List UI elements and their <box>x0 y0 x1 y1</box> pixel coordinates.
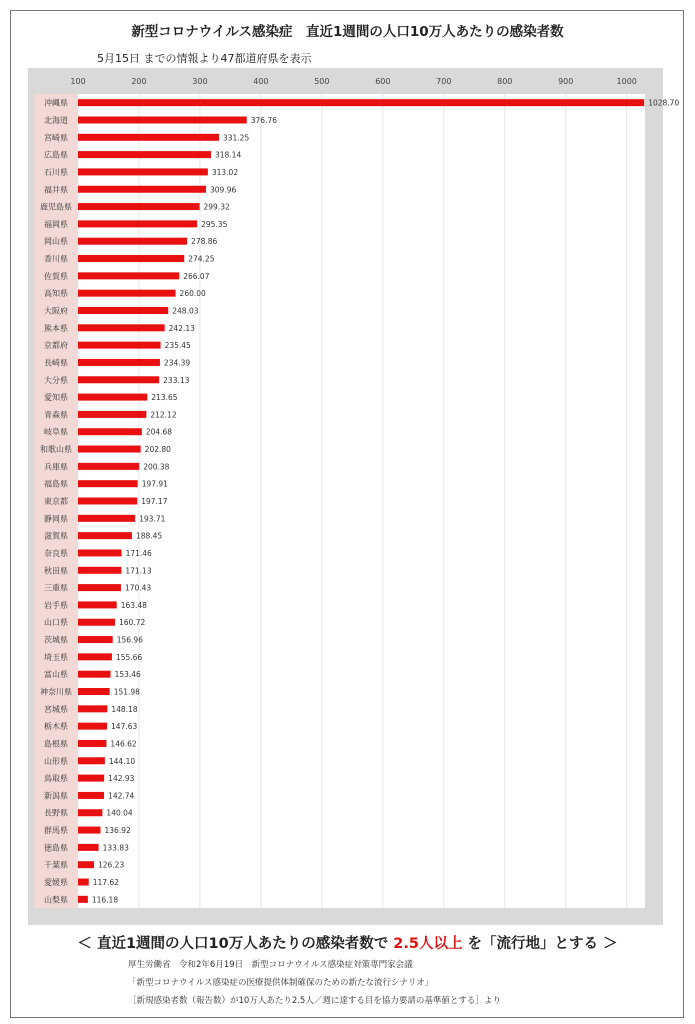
bar-value-label: 278.86 <box>191 237 218 247</box>
category-label: 福岡県 <box>44 219 68 229</box>
bar <box>78 567 121 574</box>
bar <box>78 671 111 678</box>
category-label: 岐阜県 <box>44 427 68 437</box>
bar-value-label: 153.46 <box>114 670 141 680</box>
bar-value-label: 142.74 <box>108 791 135 801</box>
bar <box>78 290 176 297</box>
footer-criteria <box>0 932 695 953</box>
category-label: 高知県 <box>44 289 68 299</box>
category-label: 長野県 <box>44 808 68 818</box>
bar <box>78 99 644 106</box>
x-tick-label: 700 <box>436 77 452 86</box>
bar-value-label: 266.07 <box>183 271 210 281</box>
bar-chart <box>28 68 680 925</box>
x-tick-label: 400 <box>253 77 269 86</box>
category-label: 北海道 <box>44 115 68 125</box>
bar <box>78 498 137 505</box>
bar-value-label: 295.35 <box>201 219 228 229</box>
bar-value-label: 213.65 <box>151 393 178 403</box>
category-label: 三重県 <box>44 583 68 593</box>
bar <box>78 359 160 366</box>
bar-value-label: 171.13 <box>125 566 152 576</box>
bar-value-label: 144.10 <box>108 756 136 766</box>
bar <box>78 653 112 660</box>
bar <box>78 376 159 383</box>
category-label: 宮城県 <box>44 704 68 714</box>
category-label: 熊本県 <box>44 323 68 333</box>
bar <box>78 809 102 816</box>
bar <box>78 619 115 626</box>
x-tick-label: 1000 <box>616 77 637 86</box>
bar-value-label: 160.72 <box>119 618 146 628</box>
chart-title: 新型コロナウイルス感染症 直近1週間の人口10万人あたりの感染者数 <box>131 24 564 40</box>
bar-value-label: 151.98 <box>113 687 140 697</box>
bar-value-label: 148.18 <box>111 704 138 714</box>
bar <box>78 134 219 141</box>
bar <box>78 601 117 608</box>
category-label: 福島県 <box>44 479 68 489</box>
footer-main-post: を「流行地」とする <box>467 936 599 952</box>
bar <box>78 775 104 782</box>
bar <box>78 428 142 435</box>
category-label: 千葉県 <box>44 860 68 870</box>
bar <box>78 307 168 314</box>
bar-value-label: 202.80 <box>144 445 171 455</box>
bar-value-label: 212.12 <box>150 410 177 420</box>
footer-main-pre: 直近1週間の人口10万人あたりの感染者数で <box>96 936 389 952</box>
category-label: 秋田県 <box>44 566 68 576</box>
bar-value-label: 188.45 <box>135 531 163 541</box>
bar <box>78 168 208 175</box>
category-label: 広島県 <box>44 150 68 160</box>
bar <box>78 705 107 712</box>
bar <box>78 324 165 331</box>
bar <box>78 186 206 193</box>
category-label: 沖縄県 <box>44 98 68 108</box>
x-tick-label: 900 <box>558 77 574 86</box>
category-label: 静岡県 <box>44 514 68 524</box>
bar-value-label: 274.25 <box>188 254 215 264</box>
bar-value-label: 133.83 <box>102 843 129 853</box>
bar-value-label: 156.96 <box>116 635 143 645</box>
x-tick-label: 500 <box>314 77 330 86</box>
category-label: 富山県 <box>44 670 68 680</box>
category-label: 青森県 <box>44 410 68 420</box>
bar <box>78 446 141 453</box>
bar-value-label: 242.13 <box>168 323 195 333</box>
bar-value-label: 234.39 <box>163 358 191 368</box>
bar-value-label: 126.23 <box>97 860 125 870</box>
bar-value-label: 136.92 <box>104 826 131 836</box>
category-label: 愛知県 <box>44 393 68 403</box>
bar-value-label: 147.63 <box>111 722 138 732</box>
bar-value-label: 313.02 <box>211 167 239 177</box>
category-label: 京都府 <box>44 341 68 351</box>
plot-area <box>28 68 680 925</box>
category-label: 山口県 <box>44 618 68 628</box>
bar-value-label: 1028.70 <box>648 98 680 108</box>
bar <box>78 480 138 487</box>
bar-value-label: 376.76 <box>250 115 277 125</box>
category-label: 長崎県 <box>44 358 68 368</box>
bar-value-label: 309.96 <box>210 185 237 195</box>
bar-value-label: 200.38 <box>143 462 170 472</box>
bar <box>78 549 122 556</box>
category-label: 岩手県 <box>44 600 68 610</box>
category-label: 神奈川県 <box>40 687 72 697</box>
bar <box>78 584 121 591</box>
bar-value-label: 260.00 <box>179 289 206 299</box>
bar-value-label: 235.45 <box>164 341 191 351</box>
bar <box>78 861 94 868</box>
bar-value-label: 163.48 <box>120 600 147 610</box>
bar <box>78 636 113 643</box>
bar <box>78 723 107 730</box>
category-label: 鹿児島県 <box>40 202 72 212</box>
bar-value-label: 142.93 <box>108 774 135 784</box>
category-label: 鳥取県 <box>44 774 68 784</box>
chart-subtitle: 5月15日 までの情報より47都道府県を表示 <box>97 52 312 65</box>
category-label: 岡山県 <box>44 237 68 247</box>
bar <box>78 463 139 470</box>
bar <box>78 203 200 210</box>
x-tick-label: 200 <box>131 77 147 86</box>
bar-value-label: 299.32 <box>203 202 230 212</box>
bar <box>78 272 179 279</box>
category-label: 群馬県 <box>44 826 68 836</box>
bar <box>78 879 89 886</box>
bar-value-label: 171.46 <box>125 548 152 558</box>
category-label: 愛媛県 <box>44 878 68 888</box>
x-tick-label: 600 <box>375 77 391 86</box>
category-label: 滋賀県 <box>44 531 68 541</box>
category-label: 山形県 <box>44 756 68 766</box>
bar-value-label: 331.25 <box>222 133 250 143</box>
bar-value-label: 146.62 <box>110 739 137 749</box>
bar <box>78 394 147 401</box>
bar-value-label: 140.04 <box>106 808 133 818</box>
bar <box>78 757 105 764</box>
footer-source-line-2: 「新型コロナウイルス感染症の医療提供体制確保のための新たな流行シナリオ」 <box>128 978 434 988</box>
category-label: 大分県 <box>44 375 68 385</box>
bar <box>78 411 146 418</box>
bar <box>78 896 88 903</box>
bar-value-label: 155.66 <box>115 652 143 662</box>
bar <box>78 220 197 227</box>
category-label: 徳島県 <box>44 843 68 853</box>
x-tick-label: 300 <box>192 77 208 86</box>
bar <box>78 515 135 522</box>
x-tick-label: 800 <box>497 77 513 86</box>
category-label: 新潟県 <box>44 791 68 801</box>
bar-value-label: 117.62 <box>92 878 119 888</box>
category-label: 宮崎県 <box>44 133 68 143</box>
bar-value-label: 197.17 <box>141 497 168 506</box>
footer-source-line-1: 厚生労働省 令和2年6月19日 新型コロナウイルス感染症対策専門家会議 <box>128 960 413 970</box>
bar-value-label: 197.91 <box>141 479 168 489</box>
footer-open-bracket: ＜ <box>77 936 92 952</box>
category-label: 奈良県 <box>44 548 68 558</box>
category-label: 山梨県 <box>44 895 68 905</box>
category-label: 東京都 <box>44 497 68 506</box>
category-label: 大阪府 <box>44 306 68 316</box>
category-label: 佐賀県 <box>44 271 68 281</box>
category-label: 和歌山県 <box>40 445 72 455</box>
bar-value-label: 318.14 <box>214 150 242 160</box>
category-label: 茨城県 <box>44 635 68 645</box>
category-label: 香川県 <box>44 254 68 264</box>
bar <box>78 532 132 539</box>
bar <box>78 255 184 262</box>
category-label: 福井県 <box>44 185 68 195</box>
category-label: 石川県 <box>44 167 68 177</box>
category-label: 埼玉県 <box>44 652 68 662</box>
footer-highlight: 2.5人以上 <box>393 936 463 952</box>
bar <box>78 740 106 747</box>
footer-source-line-3: ［新規感染者数（報告数）が10万人あたり2.5人／週に達する目を協力要請の基準値とする］より <box>128 996 501 1006</box>
bar-value-label: 248.03 <box>172 306 199 316</box>
bar <box>78 238 187 245</box>
bar-value-label: 204.68 <box>145 427 173 437</box>
category-label: 兵庫県 <box>44 462 68 472</box>
bar-value-label: 193.71 <box>139 514 166 524</box>
bar-value-label: 170.43 <box>124 583 152 593</box>
footer-close-bracket: ＞ <box>603 936 618 952</box>
bar <box>78 827 101 834</box>
category-label: 島根県 <box>44 739 68 749</box>
bar <box>78 116 247 123</box>
bar <box>78 342 161 349</box>
x-tick-label: 100 <box>70 77 86 86</box>
bar <box>78 792 104 799</box>
bar <box>78 688 110 695</box>
bar <box>78 151 211 158</box>
bar-value-label: 233.13 <box>163 375 190 385</box>
bar <box>78 844 99 851</box>
bar-value-label: 116.18 <box>91 895 119 905</box>
category-label: 栃木県 <box>44 722 68 732</box>
